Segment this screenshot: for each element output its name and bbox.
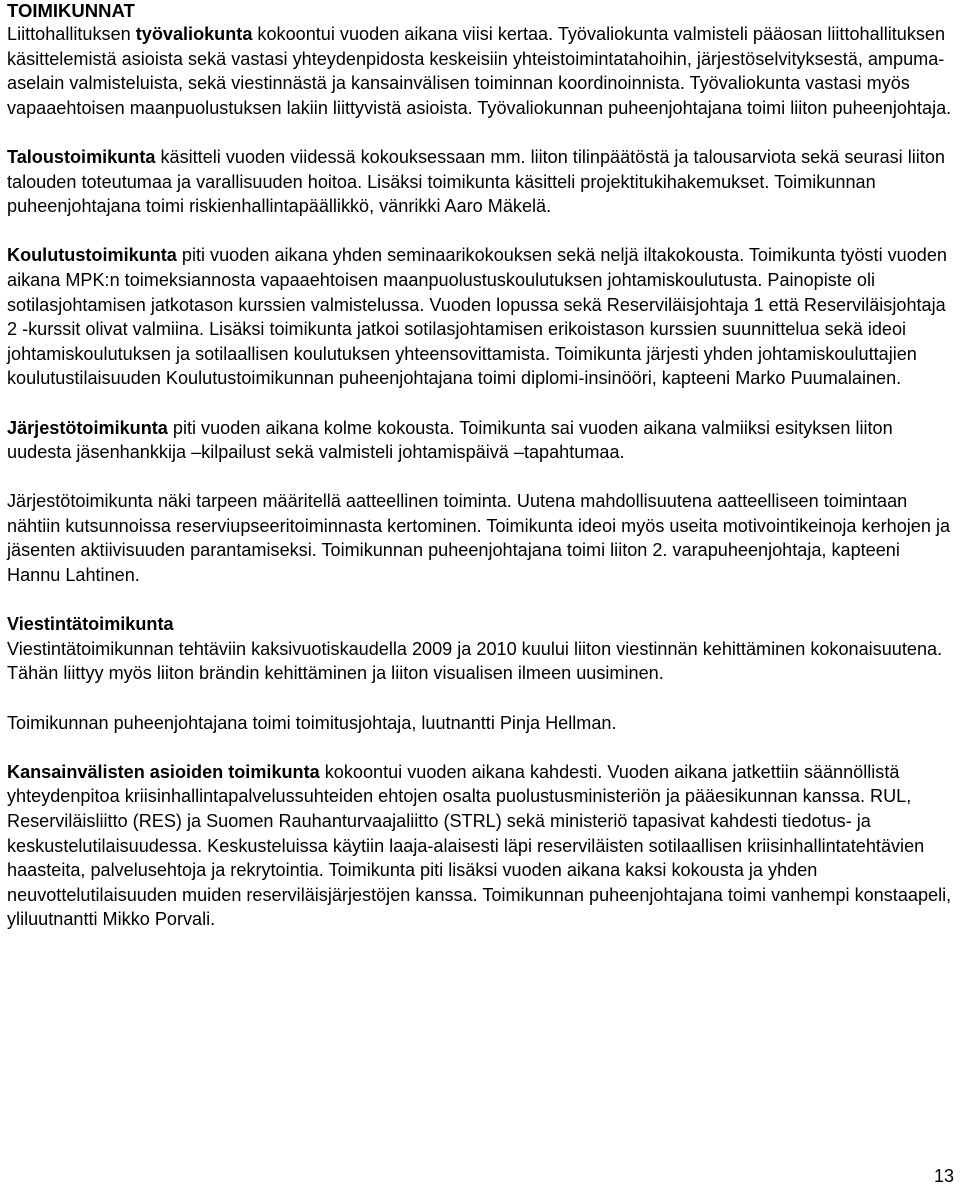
page-number: 13 (933, 1166, 954, 1186)
bold-term: työvaliokunta (135, 24, 253, 44)
text: käsitteli vuoden viidessä kokouksessaan mm. liiton tilinpäätöstä ja talousarviota sekä seurasi liiton talouden toteutumaa ja varallisuuden hoitoa. Lisäksi toimikunta käsitteli projektitukihakemukset. Toimikunnan puheenjohtajana toimi riskienhallintapäällikkö, vänrikki Aaro Mäkelä. (7, 146, 945, 217)
text: kokoontui vuoden aikana viisi kertaa. Työvaliokunta valmisteli pääosan liittohallituksen käsittelemistä asioista sekä vastasi yhteydenpidosta keskeisiin yhteistoimintatahoihin, järjestöselvityksestä, ampuma-aselain valmisteluista, sekä viestinnästä ja kansainvälisen toiminnan koordinoinnista. Työvaliokunta vastasi myös vapaaehtoisen maanpuolustuksen lakiin liittyvistä asioista. Työvaliokunnan puheenjohtajana toimi liiton puheenjohtaja. (7, 24, 952, 118)
paragraph-jarjestotoimikunta-2: Järjestötoimikunta näki tarpeen määritellä aatteellinen toiminta. Uutena mahdollisuutena aatteelliseen toimintaan nähtiin kutsunnoissa reserviupseeritoiminnasta kertominen. Toimikunta ideoi myös useita motivointikeinoja kerhojen ja jäsenten aktiivisuuden parantamiseksi. Toimikunnan puheenjohtajana toimi liiton 2. varapuheenjohtaja, kapteeni Hannu Lahtinen. (7, 491, 951, 586)
text: kokoontui vuoden aikana kahdesti. Vuoden aikana jatkettiin säännöllistä yhteydenpitoa kriisinhallintapalvelussuhteiden ehtojen osalta puolustusministeriön ja pääesikunnan kanssa. RUL, Reserviläisliitto (RES) ja Suomen Rauhanturvaajaliitto (STRL) sekä ministeriö tapasivat kahdesti tiedotus- ja keskustelutilaisuudessa. Keskusteluissa käytiin laaja-alaisesti läpi reserviläisten sotilaallisen kriisinhallintatehtävien haasteita, palvelusehtoja ja rekrytointia. Toimikunta piti lisäksi vuoden aikana kaksi kokousta ja yhden neuvottelutilaisuuden muiden reserviläisjärjestöjen kanssa. Toimikunnan puheenjohtajana toimi vanhempi konstaapeli, yliluutnantti Mikko Porvali. (7, 761, 952, 930)
paragraph-kansainvalinen (7, 760, 953, 932)
bold-term: Järjestötoimikunta (7, 417, 168, 438)
document-body (7, 0, 953, 932)
text: piti vuoden aikana kolme kokousta. Toimikunta sai vuoden aikana valmiiksi esityksen liiton uudesta jäsenhankkija –kilpailust sekä valmisteli johtamispäivä –tapahtumaa. (7, 417, 893, 463)
paragraph-taloustoimikunta (7, 145, 953, 219)
bold-term: Viestintätoimikunta (7, 614, 174, 635)
section-title: TOIMIKUNNAT (7, 0, 135, 21)
bold-term: Kansainvälisten asioiden toimikunta (7, 761, 320, 782)
text: piti vuoden aikana yhden seminaarikokouksen sekä neljä iltakokousta. Toimikunta työsti vuoden aikana MPK:n toimeksiannosta vapaaehtoisen maanpuolustuskoulutuksen johtamiskoulutusta. Painopiste oli sotilasjohtamisen jatkotason kurssien valmistelussa. Vuoden lopussa sekä Reserviläisjohtaja 1 että Reserviläisjohtaja 2 -kurssit olivat valmiina. Lisäksi toimikunta jatkoi sotilasjohtamisen erikoistason kurssien suunnittelua sekä ideoi johtamiskoulutuksen ja sotilaallisen koulutuksen yhteensovittamista. Toimikunta järjesti yhden johtamiskouluttajien koulutustilaisuuden Koulutustoimikunnan puheenjohtajana toimi diplomi-insinööri, kapteeni Marko Puumalainen. (7, 245, 947, 389)
paragraph-tyovaliokunta (7, 22, 953, 120)
paragraph-viestinta-chair: Toimikunnan puheenjohtajana toimi toimitusjohtaja, luutnantti Pinja Hellman. (7, 712, 617, 733)
text: Liittohallituksen (7, 24, 136, 44)
paragraph-viestintatoimikunta: Viestintätoimikunnan tehtäviin kaksivuotiskaudella 2009 ja 2010 kuului liiton viestinnän kehittäminen kokonaisuutena. Tähän liittyy myös liiton brändin kehittäminen ja liiton visualisen ilmeen uusiminen. (7, 638, 943, 684)
paragraph-jarjestotoimikunta (7, 416, 953, 465)
bold-term: Koulutustoimikunta (7, 245, 177, 266)
paragraph-viestintatoimikunta-title (7, 612, 953, 637)
bold-term: Taloustoimikunta (7, 146, 156, 167)
paragraph-koulutustoimikunta (7, 243, 953, 391)
